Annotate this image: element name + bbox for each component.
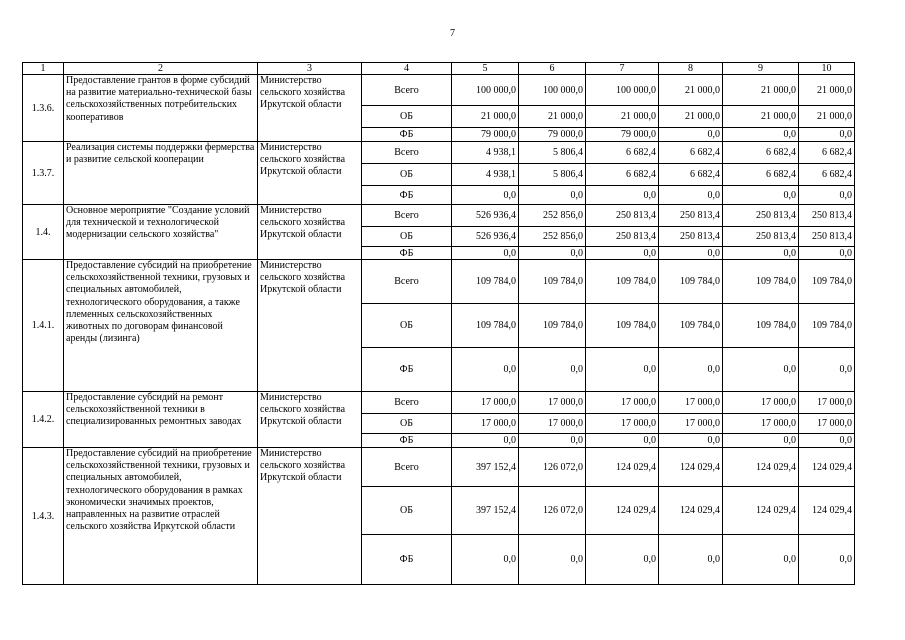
amount-cell: 6 682,4 [659, 142, 723, 164]
amount-cell: 109 784,0 [659, 260, 723, 304]
amount-cell: 17 000,0 [519, 392, 586, 414]
measure-name: Предоставление субсидий на приобретение сельскохозяйственной техники, грузовых и специальных автомобилей, технологического оборудования, а также племенных сельскохозяйственных животных по договорам финансовой аренды (лизинга) [64, 260, 258, 392]
table-row [23, 260, 855, 304]
column-header: 9 [723, 63, 799, 75]
amount-cell: 250 813,4 [723, 205, 799, 227]
amount-cell: 21 000,0 [452, 106, 519, 128]
column-header: 8 [659, 63, 723, 75]
amount-cell: 0,0 [586, 186, 659, 205]
amount-cell: 6 682,4 [659, 164, 723, 186]
amount-cell: 6 682,4 [723, 142, 799, 164]
amount-cell: 252 856,0 [519, 205, 586, 227]
amount-cell: 0,0 [452, 186, 519, 205]
column-header: 7 [586, 63, 659, 75]
funding-source: Всего [362, 392, 452, 414]
amount-cell: 100 000,0 [586, 75, 659, 106]
amount-cell: 124 029,4 [799, 448, 855, 487]
amount-cell: 124 029,4 [799, 487, 855, 535]
amount-cell: 124 029,4 [586, 448, 659, 487]
executor-name: Министерство сельского хозяйства Иркутской области [258, 260, 362, 392]
amount-cell: 0,0 [659, 247, 723, 260]
amount-cell: 17 000,0 [799, 414, 855, 434]
executor-name: Министерство сельского хозяйства Иркутской области [258, 205, 362, 260]
funding-source: ОБ [362, 227, 452, 247]
amount-cell: 21 000,0 [723, 106, 799, 128]
funding-source: ОБ [362, 106, 452, 128]
column-header: 1 [23, 63, 64, 75]
column-header: 6 [519, 63, 586, 75]
header-row [23, 63, 855, 75]
amount-cell: 126 072,0 [519, 448, 586, 487]
amount-cell: 0,0 [659, 535, 723, 585]
column-header: 3 [258, 63, 362, 75]
funding-source: Всего [362, 142, 452, 164]
amount-cell: 109 784,0 [723, 260, 799, 304]
table-row [23, 448, 855, 487]
amount-cell: 0,0 [586, 434, 659, 448]
measure-name: Основное мероприятие "Создание условий для технической и технологической модернизации сельского хозяйства" [64, 205, 258, 260]
amount-cell: 109 784,0 [799, 260, 855, 304]
measure-name: Предоставление субсидий на ремонт сельскохозяйственной техники в специализированных ремонтных заводах [64, 392, 258, 448]
amount-cell: 526 936,4 [452, 227, 519, 247]
amount-cell: 124 029,4 [659, 448, 723, 487]
amount-cell: 109 784,0 [659, 304, 723, 348]
amount-cell: 17 000,0 [586, 414, 659, 434]
amount-cell: 250 813,4 [659, 205, 723, 227]
amount-cell: 17 000,0 [659, 392, 723, 414]
funding-source: Всего [362, 260, 452, 304]
funding-source: ФБ [362, 186, 452, 205]
table-row [23, 205, 855, 227]
amount-cell: 17 000,0 [723, 414, 799, 434]
amount-cell: 0,0 [519, 247, 586, 260]
amount-cell: 0,0 [799, 128, 855, 142]
row-code: 1.3.7. [23, 142, 64, 205]
amount-cell: 252 856,0 [519, 227, 586, 247]
amount-cell: 0,0 [659, 128, 723, 142]
table-row [23, 142, 855, 164]
amount-cell: 17 000,0 [452, 414, 519, 434]
amount-cell: 0,0 [799, 535, 855, 585]
amount-cell: 0,0 [723, 348, 799, 392]
amount-cell: 21 000,0 [799, 106, 855, 128]
funding-source: ОБ [362, 487, 452, 535]
amount-cell: 17 000,0 [723, 392, 799, 414]
amount-cell: 17 000,0 [519, 414, 586, 434]
amount-cell: 124 029,4 [659, 487, 723, 535]
amount-cell: 124 029,4 [723, 487, 799, 535]
amount-cell: 250 813,4 [586, 227, 659, 247]
amount-cell: 109 784,0 [452, 304, 519, 348]
amount-cell: 0,0 [452, 535, 519, 585]
column-header: 5 [452, 63, 519, 75]
amount-cell: 17 000,0 [452, 392, 519, 414]
amount-cell: 0,0 [723, 128, 799, 142]
executor-name: Министерство сельского хозяйства Иркутской области [258, 75, 362, 142]
funding-source: ФБ [362, 247, 452, 260]
funding-source: ОБ [362, 164, 452, 186]
executor-name: Министерство сельского хозяйства Иркутской области [258, 392, 362, 448]
row-code: 1.4.2. [23, 392, 64, 448]
amount-cell: 79 000,0 [519, 128, 586, 142]
amount-cell: 17 000,0 [586, 392, 659, 414]
amount-cell: 0,0 [799, 247, 855, 260]
amount-cell: 100 000,0 [452, 75, 519, 106]
amount-cell: 0,0 [723, 247, 799, 260]
table-row [23, 75, 855, 106]
amount-cell: 0,0 [452, 247, 519, 260]
executor-name: Министерство сельского хозяйства Иркутской области [258, 448, 362, 585]
funding-source: ОБ [362, 304, 452, 348]
amount-cell: 0,0 [586, 348, 659, 392]
amount-cell: 5 806,4 [519, 164, 586, 186]
amount-cell: 17 000,0 [659, 414, 723, 434]
amount-cell: 0,0 [723, 434, 799, 448]
amount-cell: 397 152,4 [452, 448, 519, 487]
amount-cell: 79 000,0 [586, 128, 659, 142]
amount-cell: 4 938,1 [452, 142, 519, 164]
amount-cell: 0,0 [659, 348, 723, 392]
amount-cell: 0,0 [723, 186, 799, 205]
amount-cell: 0,0 [519, 535, 586, 585]
amount-cell: 0,0 [586, 247, 659, 260]
amount-cell: 0,0 [799, 348, 855, 392]
amount-cell: 6 682,4 [799, 142, 855, 164]
amount-cell: 0,0 [452, 434, 519, 448]
funding-source: Всего [362, 205, 452, 227]
row-code: 1.4. [23, 205, 64, 260]
amount-cell: 0,0 [519, 186, 586, 205]
amount-cell: 250 813,4 [659, 227, 723, 247]
funding-source: ФБ [362, 128, 452, 142]
column-header: 4 [362, 63, 452, 75]
amount-cell: 100 000,0 [519, 75, 586, 106]
amount-cell: 0,0 [799, 434, 855, 448]
funding-source: Всего [362, 75, 452, 106]
amount-cell: 0,0 [519, 434, 586, 448]
amount-cell: 6 682,4 [723, 164, 799, 186]
funding-source: ФБ [362, 348, 452, 392]
amount-cell: 0,0 [659, 186, 723, 205]
row-code: 1.3.6. [23, 75, 64, 142]
amount-cell: 0,0 [452, 348, 519, 392]
amount-cell: 250 813,4 [799, 227, 855, 247]
amount-cell: 109 784,0 [723, 304, 799, 348]
funding-source: Всего [362, 448, 452, 487]
amount-cell: 17 000,0 [799, 392, 855, 414]
amount-cell: 0,0 [723, 535, 799, 585]
funding-source: ФБ [362, 535, 452, 585]
amount-cell: 397 152,4 [452, 487, 519, 535]
row-code: 1.4.1. [23, 260, 64, 392]
amount-cell: 250 813,4 [723, 227, 799, 247]
amount-cell: 526 936,4 [452, 205, 519, 227]
amount-cell: 21 000,0 [723, 75, 799, 106]
amount-cell: 6 682,4 [586, 164, 659, 186]
measure-name: Реализация системы поддержки фермерства и развитие сельской кооперации [64, 142, 258, 205]
measure-name: Предоставление грантов в форме субсидий на развитие материально-технической базы сельскохозяйственных потребительских кооперативов [64, 75, 258, 142]
measure-name: Предоставление субсидий на приобретение сельскохозяйственной техники, грузовых и специальных автомобилей, технологического оборудования в рамках экономически значимых проектов, направленных на развитие отраслей сельского хозяйства Иркутской области [64, 448, 258, 585]
funding-source: ОБ [362, 414, 452, 434]
amount-cell: 5 806,4 [519, 142, 586, 164]
amount-cell: 109 784,0 [586, 304, 659, 348]
funding-source: ФБ [362, 434, 452, 448]
column-header: 2 [64, 63, 258, 75]
amount-cell: 250 813,4 [799, 205, 855, 227]
amount-cell: 0,0 [586, 535, 659, 585]
amount-cell: 6 682,4 [799, 164, 855, 186]
amount-cell: 124 029,4 [723, 448, 799, 487]
amount-cell: 109 784,0 [586, 260, 659, 304]
amount-cell: 21 000,0 [586, 106, 659, 128]
amount-cell: 109 784,0 [799, 304, 855, 348]
page-number: 7 [450, 28, 455, 39]
column-header: 10 [799, 63, 855, 75]
table-row [23, 392, 855, 414]
amount-cell: 109 784,0 [519, 260, 586, 304]
amount-cell: 109 784,0 [519, 304, 586, 348]
amount-cell: 0,0 [519, 348, 586, 392]
amount-cell: 126 072,0 [519, 487, 586, 535]
amount-cell: 6 682,4 [586, 142, 659, 164]
amount-cell: 4 938,1 [452, 164, 519, 186]
amount-cell: 21 000,0 [519, 106, 586, 128]
amount-cell: 21 000,0 [799, 75, 855, 106]
budget-table [22, 62, 855, 585]
amount-cell: 124 029,4 [586, 487, 659, 535]
amount-cell: 79 000,0 [452, 128, 519, 142]
amount-cell: 109 784,0 [452, 260, 519, 304]
executor-name: Министерство сельского хозяйства Иркутской области [258, 142, 362, 205]
amount-cell: 250 813,4 [586, 205, 659, 227]
amount-cell: 21 000,0 [659, 106, 723, 128]
amount-cell: 0,0 [659, 434, 723, 448]
amount-cell: 0,0 [799, 186, 855, 205]
row-code: 1.4.3. [23, 448, 64, 585]
amount-cell: 21 000,0 [659, 75, 723, 106]
